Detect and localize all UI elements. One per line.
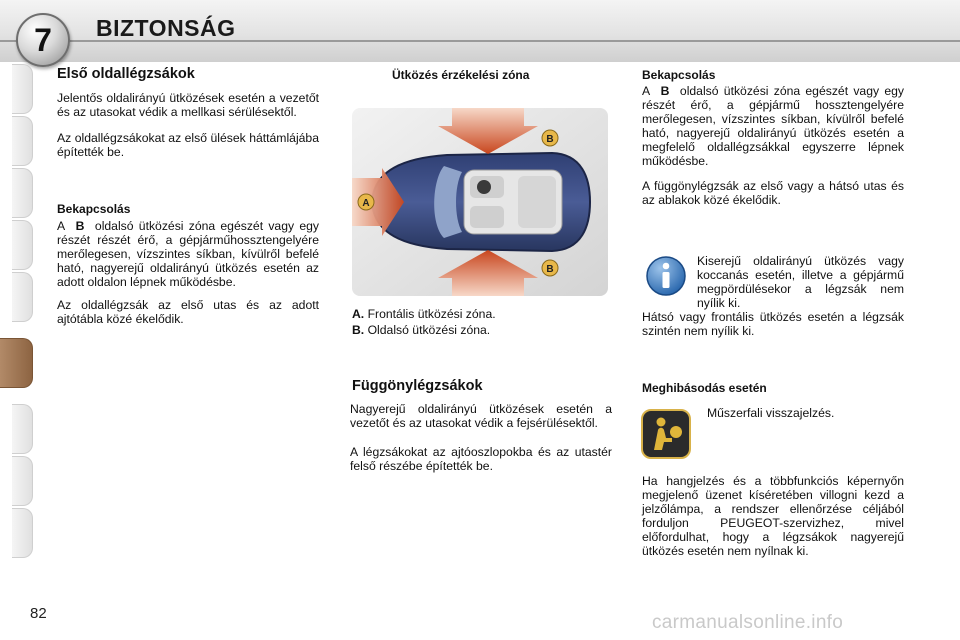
zone-b-label-top: B — [546, 134, 554, 145]
chapter-tab[interactable] — [12, 116, 33, 166]
chapter-number-badge — [16, 13, 70, 67]
info-note: Kiserejű oldalirányú ütközés vagy koccanás esetén, illetve a gépjármű megpördülésekor a légzsák nem nyílik ki. — [697, 254, 904, 310]
chapter-tabs — [0, 62, 34, 582]
chapter-number: 7 — [34, 21, 52, 58]
chapter-tab[interactable] — [12, 404, 33, 454]
rear-bench — [518, 176, 556, 228]
airbag-warning-icon — [640, 408, 692, 460]
watermark: carmanualsonline.info — [652, 612, 844, 633]
left-activation-title: Bekapcsolás — [57, 202, 131, 216]
fault-title: Meghibásodás esetén — [642, 381, 767, 395]
right-activation-title: Bekapcsolás — [642, 68, 716, 82]
page-number: 82 — [30, 605, 47, 622]
legend-a: A. Frontális ütközési zóna. — [352, 307, 496, 321]
curtain-airbags-location: A légzsákokat az ajtóoszlopokba és az utastér felső részébe építették be. — [350, 445, 612, 473]
front-side-airbags-intro: Jelentős oldalirányú ütközések esetén a vezetőt és az utasokat védik a mellkasi sérülésektől. — [57, 91, 319, 119]
info-icon — [645, 255, 687, 297]
fault-icon-caption: Műszerfali visszajelzés. — [707, 406, 835, 420]
zone-a-label: A — [362, 198, 370, 209]
front-side-airbags-location: Az oldallégzsákokat az első ülések háttámlájába építették be. — [57, 131, 319, 159]
right-activation-text: A B oldalsó ütközési zóna egészét vagy egy részét érő, a gépjármű hossztengelyére merőlegesen, vízszintes síkban, kívülről befelé ható, nagyerejű oldalirányú ütközés esetén a megfelelő oldallégzsákkal egyszerre lépnek működésbe. — [642, 84, 904, 168]
front-seat-right — [470, 206, 504, 228]
chapter-tab[interactable] — [12, 220, 33, 270]
zone-b-ref: B — [660, 84, 670, 98]
chapter-tab-active[interactable] — [0, 338, 33, 388]
curtain-airbags-title: Függönylégzsákok — [352, 378, 483, 394]
left-activation-text: A B oldalsó ütközési zóna egészét vagy egy részét részét érő, a gépjárműhossztengelyére merőlegesen, vízszintes síkban, kívülről befelé ható, nagyerejű oldalirányú ütközés esetén az adott oldalon lépnek működésbe. — [57, 219, 319, 289]
diagram-title: Ütközés érzékelési zóna — [392, 68, 530, 82]
front-side-airbags-title: Első oldallégzsákok — [57, 66, 195, 82]
impact-zone-diagram — [352, 108, 608, 296]
legend-b: B. Oldalsó ütközési zóna. — [352, 323, 491, 337]
right-deploy-text: A függönylégzsák az első vagy a hátsó utas és az ablakok közé ékelődik. — [642, 179, 904, 207]
chapter-title: BIZTONSÁG — [96, 15, 236, 41]
chapter-tab[interactable] — [12, 456, 33, 506]
curtain-airbags-text: Nagyerejű oldalirányú ütközések esetén a vezetőt és az utasokat védik a fejsérülésektől. — [350, 402, 612, 430]
steering-wheel — [477, 180, 491, 194]
chapter-tab[interactable] — [12, 64, 33, 114]
zone-b-ref: B — [75, 219, 85, 233]
chapter-tab[interactable] — [12, 508, 33, 558]
rear-impact-note: Hátsó vagy frontális ütközés esetén a légzsák szintén nem nyílik ki. — [642, 310, 904, 338]
left-deploy-text: Az oldallégzsák az első utas és az adott ajtótábla közé ékelődik. — [57, 298, 319, 326]
chapter-tab[interactable] — [12, 272, 33, 322]
fault-text: Ha hangjelzés és a többfunkciós képernyőn megjelenő üzenet kíséretében villogni kezd a jelzőlámpa, a rendszer ellenőrzése céljából forduljon PEUGEOT-szervizhez, mivel előfordulhat, hogy a légzsákok nagyerejű ütközés esetén nem nyílnak ki. — [642, 474, 904, 558]
chapter-tab[interactable] — [12, 168, 33, 218]
zone-b-label-bottom: B — [546, 264, 554, 275]
